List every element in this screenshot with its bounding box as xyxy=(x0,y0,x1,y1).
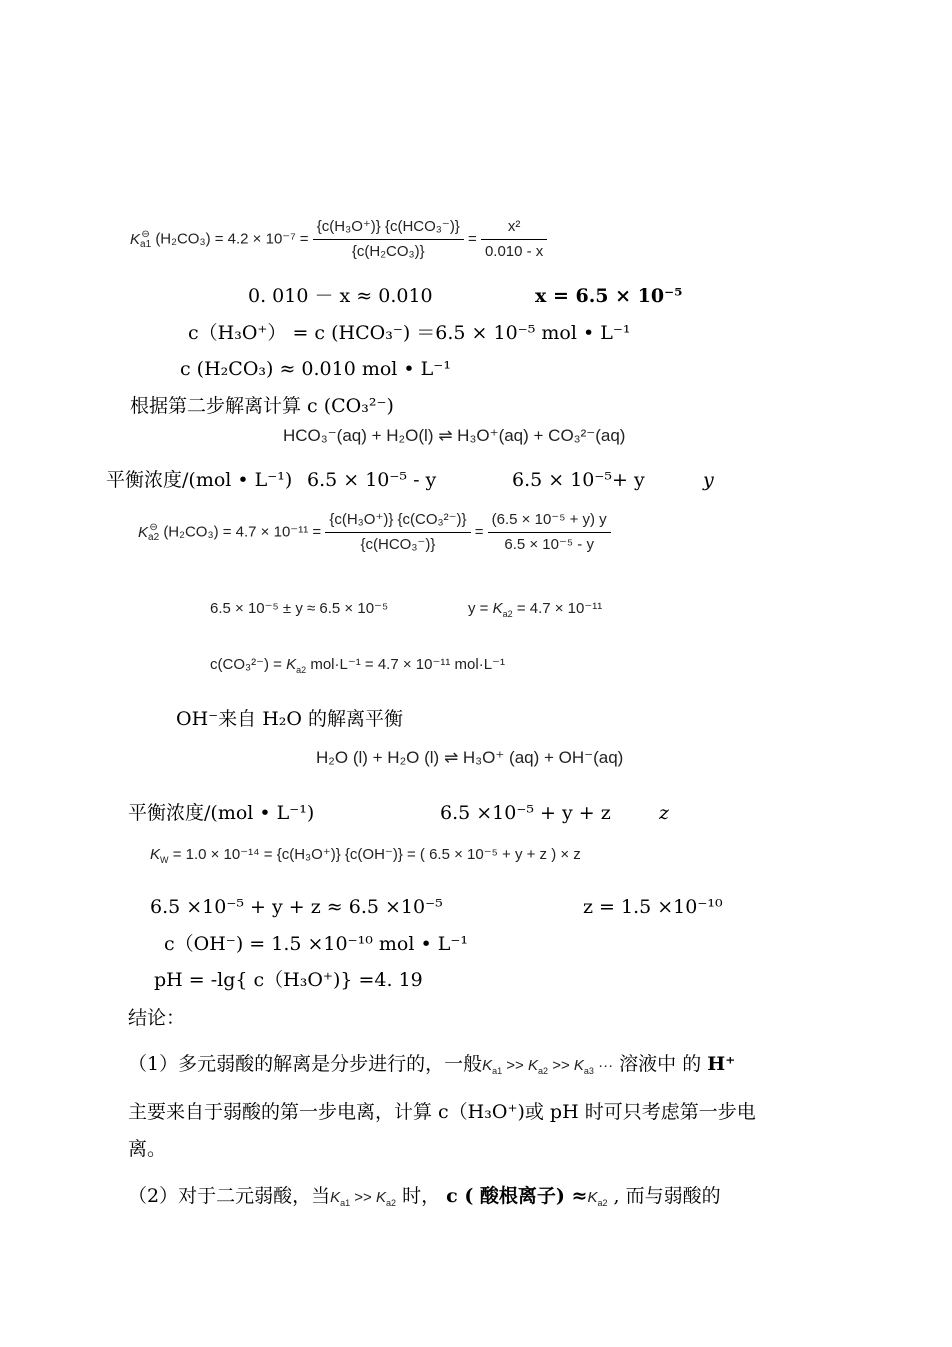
reaction-3: H₂O (l) + H₂O (l) ⇌ H₃O⁺ (aq) + OH⁻(aq) xyxy=(316,748,624,767)
ka2-equation: K ⊖ a2 (H₂CO₃) = 4.7 × 10⁻¹¹ = $\frac{\text{\{c(H₃O⁺)\} \{c(CO₃²⁻)\}}}{\text{\{c(HCO₃⁻)\}}}$ = $\frac{\text{(6.5 × 10⁻⁵ + y) y}}{\text{6.5 × 10⁻⁵ - y}}$ xyxy=(138,508,611,568)
ka1-fraction-2: $\frac{\text{x²}}{0.010 - x}$ xyxy=(481,215,547,264)
conclusion-1-line-2: 主要来自于弱酸的第一步电离，计算 c（H₃O⁺)或 pH 时可只考虑第一步电 xyxy=(128,1101,756,1123)
oh-heading: OH⁻来自 H₂O 的解离平衡 xyxy=(176,708,404,730)
conclusion-1-line-3: 离。 xyxy=(128,1138,167,1160)
y-value: $y = K_{a2} = 4.7 \times 10^{-11}$ xyxy=(468,600,603,619)
ka2-fraction-1: $\frac{\text{\{c(H₃O⁺)\} \{c(CO₃²⁻)\}}}{\text{\{c(HCO₃⁻)\}}}$ xyxy=(325,508,470,557)
reaction-2: HCO₃⁻(aq) + H₂O(l) ⇌ H₃O⁺(aq) + CO₃²⁻(aq) xyxy=(283,426,626,445)
ka2-fraction-2: $\frac{\text{(6.5 × 10⁻⁵ + y) y}}{\text{6.5 × 10⁻⁵ - y}}$ xyxy=(488,508,611,557)
ka1-fraction-1: $\frac{\text{\{c(H₃O⁺)\} \{c(HCO₃⁻)\}}}{\text{\{c(H₂CO₃)\}}}$ xyxy=(313,215,464,264)
ka2-lhs: (H₂CO₃) = 4.7 × 10⁻¹¹ = xyxy=(163,523,322,541)
k-symbol: K xyxy=(130,230,141,248)
k-inequality: $K_{a1} >> K_{a2} >> K_{a3}$ ··· xyxy=(482,1057,614,1076)
ka1-equation: K ⊖ a1 (H₂CO₃) = 4.2 × 10⁻⁷ = $\frac{\text{\{c(H₃O⁺)\} \{c(HCO₃⁻)\}}}{\text{\{c(H₂CO₃)\}}}$ = $\frac{\text{x²}}{0.010 - x}$ xyxy=(130,215,547,271)
eq-conc-h3o: 6.5 × 10⁻⁵+ y xyxy=(512,469,645,491)
conclusion-heading: 结论： xyxy=(128,1007,186,1029)
eq-conc-hco3: 6.5 × 10⁻⁵ - y xyxy=(307,469,437,491)
eq-conc-h3o-2: 6.5 ×10⁻⁵ + y + z xyxy=(440,802,611,824)
ka1-lhs: (H₂CO₃) = 4.2 × 10⁻⁷ = xyxy=(155,230,309,248)
eq-conc-label-1: 平衡浓度/(mol • L⁻¹) xyxy=(106,469,293,491)
eq-conc-oh: z xyxy=(659,802,670,824)
h3o-concentration: c（H₃O⁺） = c (HCO₃⁻) ＝6.5 × 10⁻⁵ mol • L⁻¹ xyxy=(188,322,631,344)
eq-conc-label-2: 平衡浓度/(mol • L⁻¹) xyxy=(128,802,315,824)
ph-result: pH = -lg{ c（H₃O⁺)} =4. 19 xyxy=(154,969,423,991)
conclusion-2-line-1: （2）对于二元弱酸，当$K_{a1} >> K_{a2}$ 时， c ( 酸根离子) $\approx K_{a2}$ , 而与弱酸的 xyxy=(128,1185,721,1208)
conclusion-1-line-1: （1）多元弱酸的解离是分步进行的，一般$K_{a1} >> K_{a2} >> K_{a3}$ ··· 溶液中 的 H⁺ xyxy=(128,1053,736,1076)
approx-line: 0. 010 － x ≈ 0.010 xyxy=(248,285,433,307)
z-approx: 6.5 ×10⁻⁵ + y + z ≈ 6.5 ×10⁻⁵ xyxy=(150,896,443,918)
x-value: x = 6.5 × 10⁻⁵ xyxy=(535,285,683,307)
co3-concentration: $c(CO_3^{2-}) = K_{a2}$ mol·L⁻¹ = 4.7 × 10⁻¹¹ mol·L⁻¹ xyxy=(210,656,505,675)
h2co3-concentration: c (H₂CO₃) ≈ 0.010 mol • L⁻¹ xyxy=(180,358,451,380)
oh-concentration: c（OH⁻) = 1.5 ×10⁻¹⁰ mol • L⁻¹ xyxy=(164,933,468,955)
y-approx: 6.5 × 10⁻⁵ ± y ≈ 6.5 × 10⁻⁵ xyxy=(210,600,389,617)
eq-conc-co3: y xyxy=(703,469,714,491)
step2-heading: 根据第二步解离计算 c (CO₃²⁻) xyxy=(130,395,394,417)
kw-equation: $K_W = 1.0 \times 10^{-14} = \{c(H_3O^+)\} \{c(OH^-)\}$ = ( 6.5 × 10⁻⁵ + y + z ) × z xyxy=(150,846,581,865)
z-value: z = 1.5 ×10⁻¹⁰ xyxy=(583,896,723,918)
